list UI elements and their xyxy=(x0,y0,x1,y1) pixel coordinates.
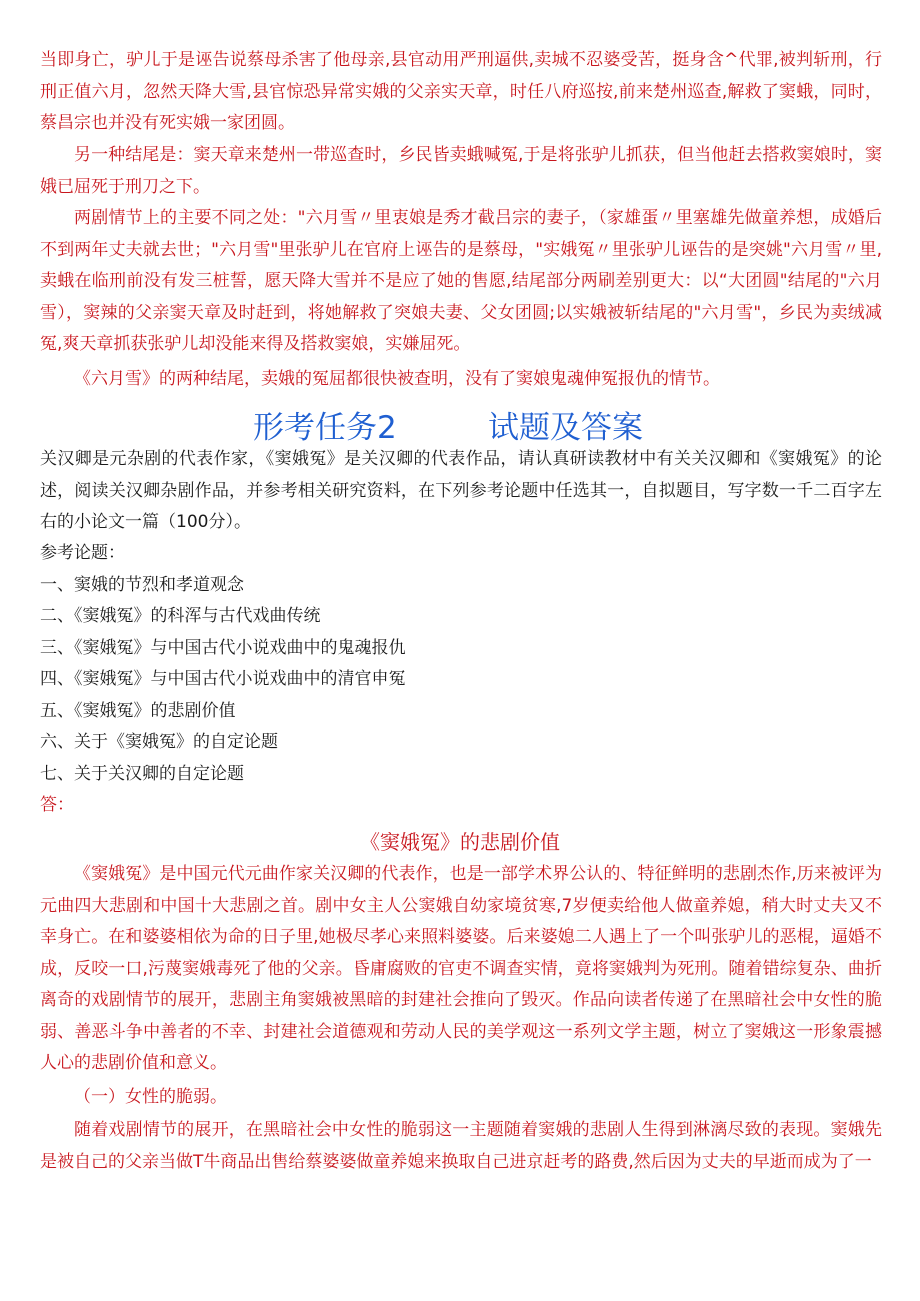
essay-title: 《窦娥冤》的悲剧价值 xyxy=(360,830,560,854)
topic-item: 五、《窦娥冤》的悲剧价值 xyxy=(40,701,236,721)
topic-item: 七、关于关汉卿的自定论题 xyxy=(40,764,244,784)
essay-paragraph-1: 《窦娥冤》是中国元代元曲作家关汉卿的代表作，也是一部学术界公认的、特征鲜明的悲剧杰作,历来被评为元曲四大悲剧和中国十大悲剧之首。剧中女主人公窦娥自幼家境贫寒,7岁便卖给他人做童养媳，稍大时丈夫又不幸身亡。在和婆婆相依为命的日子里,她极尽孝心来照料婆婆。后来婆媳二人遇上了一个叫张驴儿的恶棍，逼婚不成，反咬一口,污蔑窦娥毒死了他的父亲。昏庸腐败的官吏不调查实情，竟将窦娥判为死刑。随着错综复杂、曲折离奇的戏剧情节的展开，悲剧主角窦娥被黑暗的封建社会推向了毁灭。作品向读者传递了在黑暗社会中女性的脆弱、善恶斗争中善者的不幸、封建社会道德观和劳动人民的美学观这一系列文学主题，树立了窦娥这一形象震撼人心的悲剧价值和意义。 xyxy=(40,864,882,1073)
answer-label: 答： xyxy=(40,795,74,815)
prev-section-paragraph-1: 当即身亡，驴儿于是诬告说蔡母杀害了他母亲,县官动用严刑逼供,卖城不忍婆受苦，挺身含^代罪,被判斩刑，行刑正值六月，忽然天降大雪,县官惊恐异常实娥的父亲实天章，时任八府巡按,前来楚州巡查,解救了窦蛾，同时，蔡昌宗也并没有死实娥一家团圆。 xyxy=(40,50,882,133)
prev-section-paragraph-4: 《六月雪》的两种结尾，卖娥的冤屈都很快被查明，没有了窦娘鬼魂伸冤报仇的情节。 xyxy=(74,369,720,389)
topic-item: 一、窦娥的节烈和孝道观念 xyxy=(40,575,244,595)
essay-paragraph-2: 随着戏剧情节的展开，在黑暗社会中女性的脆弱这一主题随着窦娥的悲剧人生得到淋漓尽致的表现。窦娥先是被自己的父亲当做T牛商品出售给蔡婆婆做童养媳来换取自己进京赶考的路费,然后因为丈夫的早逝而成为了一 xyxy=(40,1120,882,1172)
prev-section-paragraph-2: 另一种结尾是：窦天章来楚州一带巡查时，乡民皆卖蛾喊冤,于是将张驴儿抓获，但当他赶去搭救窦娘时，窦娥已屈死于刑刀之下。 xyxy=(40,145,882,197)
essay-subheading: （一）女性的脆弱。 xyxy=(74,1087,227,1107)
heading-task-label: 形考任务2 xyxy=(253,410,397,446)
topic-item: 六、关于《窦娥冤》的自定论题 xyxy=(40,732,278,752)
topics-label: 参考论题： xyxy=(40,543,125,563)
question-intro: 关汉卿是元杂剧的代表作家，《窦娥冤》是关汉卿的代表作品，请认真研读教材中有关关汉卿和《窦娥冤》的论述，阅读关汉卿杂剧作品，并参考相关研究资料，在下列参考论题中任选其一，自拟题目，写字数一千二百字左右的小论文一篇（100分）。 xyxy=(40,449,882,532)
heading-qa-label: 试题及答案 xyxy=(488,410,643,446)
prev-section-paragraph-3: 两剧情节上的主要不同之处："六月雪〃里衷娘是秀才截吕宗的妻子，（家雄蛋〃里塞雄先做童养想，成婚后不到两年丈夫就去世；"六月雪"里张驴儿在官府上诬告的是蔡母，"实娥冤〃里张驴儿诬告的是突姚"六月雪〃里,卖蛾在临刑前没有发三桩誓，愿天降大雪并不是应了她的售愿,结尾部分两刷差别更大：以“大团圆"结尾的"六月雪），窦辣的父亲窦天章及时赶到，将她解救了突娘夫妻、父女团圆;以实娥被斩结尾的"六月雪"，乡民为卖绒减冤,爽天章抓获张驴儿却没能来得及搭救窦娘，实嫌屈死。 xyxy=(40,208,882,354)
topic-item: 四、《窦娥冤》与中国古代小说戏曲中的清官申冤 xyxy=(40,669,406,689)
topic-item: 二、《窦娥冤》的科浑与古代戏曲传统 xyxy=(40,606,321,626)
topic-item: 三、《窦娥冤》与中国古代小说戏曲中的鬼魂报仇 xyxy=(40,638,406,658)
